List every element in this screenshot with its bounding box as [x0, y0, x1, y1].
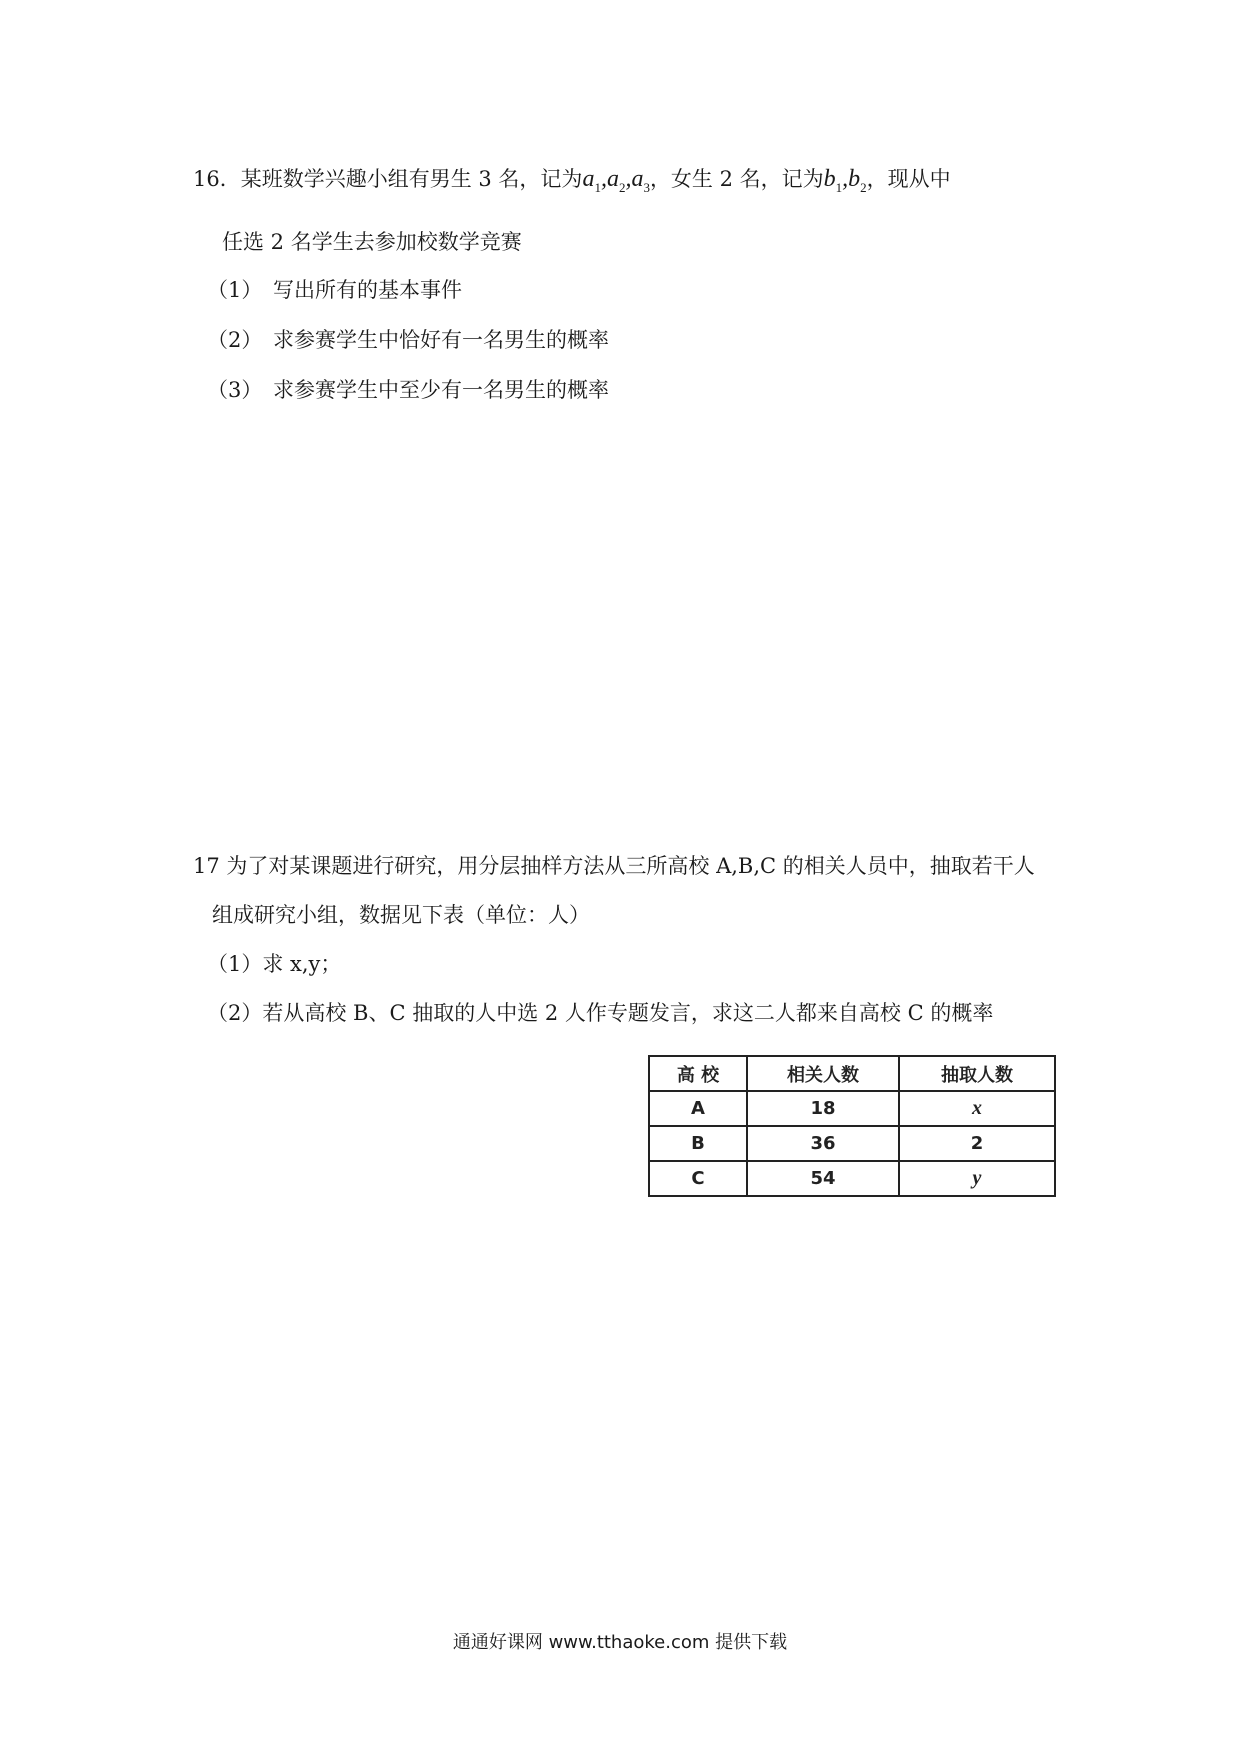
table-row — [649, 1161, 1055, 1196]
q16-part-1-text: 写出所有的基本事件 — [273, 278, 462, 302]
q16-part-3-text: 求参赛学生中至少有一名男生的概率 — [273, 378, 609, 402]
q16-intro-c: ，现从中 — [866, 167, 951, 191]
q17-data-table — [648, 1055, 1056, 1197]
table-header-sampled-count: 抽取人数 — [899, 1056, 1055, 1091]
q16-part-3 — [207, 376, 609, 404]
q16-intro-b: ，女生 2 名，记为 — [649, 167, 824, 191]
q16-part-3-num: （3） — [207, 378, 263, 402]
table-cell-related: 18 — [747, 1091, 899, 1126]
table-cell-school: C — [649, 1161, 747, 1196]
table-cell-sampled: 2 — [899, 1126, 1055, 1161]
table-header-school: 高 校 — [649, 1056, 747, 1091]
table-header-related-count: 相关人数 — [747, 1056, 899, 1091]
table-cell-school: A — [649, 1091, 747, 1126]
page-footer: 通通好课网 www.tthaoke.com 提供下载 — [452, 1632, 788, 1653]
q17-part-1: （1）求 x,y； — [207, 952, 342, 976]
q16-var-a3: $a_3$ — [631, 166, 650, 195]
q16-part-2-text: 求参赛学生中恰好有一名男生的概率 — [273, 328, 609, 352]
q17-intro-line1: 17 为了对某课题进行研究，用分层抽样方法从三所高校 A,B,C 的相关人员中，抽取若干人 — [193, 854, 1035, 878]
q16-var-b2: $b_2$ — [848, 166, 867, 195]
q16-intro-line1: 16．某班数学兴趣小组有男生 3 名，记为$a_1,a_2,a_3$，女生 2 名，记为$b_1,b_2$，现从中 — [193, 166, 951, 195]
q16-part-2 — [207, 326, 609, 354]
q16-part-1 — [207, 276, 462, 304]
table-cell-sampled: x — [899, 1091, 1055, 1126]
table-cell-related: 36 — [747, 1126, 899, 1161]
q16-part-2-num: （2） — [207, 328, 263, 352]
table-cell-related: 54 — [747, 1161, 899, 1196]
q16-var-a1: $a_1$ — [582, 166, 601, 195]
q16-part-1-num: （1） — [207, 278, 263, 302]
table-header-row — [649, 1056, 1055, 1091]
table-cell-school: B — [649, 1126, 747, 1161]
q17-part-2: （2）若从高校 B、C 抽取的人中选 2 人作专题发言，求这二人都来自高校 C 的概率 — [207, 1001, 994, 1025]
table-cell-sampled: y — [899, 1161, 1055, 1196]
q16-intro-a: 16．某班数学兴趣小组有男生 3 名，记为 — [193, 167, 583, 191]
table-row — [649, 1126, 1055, 1161]
q17-intro-line2: 组成研究小组，数据见下表（单位：人） — [212, 903, 590, 927]
table-row — [649, 1091, 1055, 1126]
q16-intro-line2: 任选 2 名学生去参加校数学竞赛 — [222, 230, 522, 254]
q16-var-a2: $a_2$ — [606, 166, 626, 195]
q16-var-b1: $b_1$ — [823, 166, 843, 195]
